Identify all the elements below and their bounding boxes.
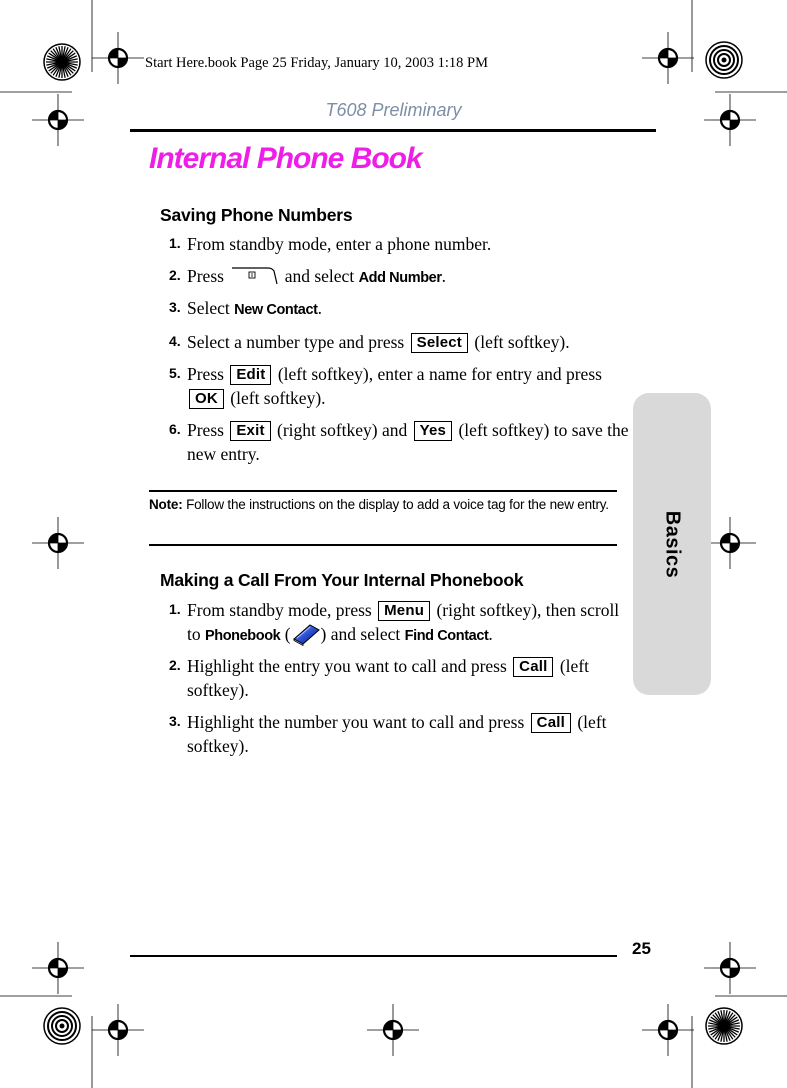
menu-option: Find Contact	[404, 628, 489, 644]
saving-step-4	[169, 330, 629, 354]
step-text: (right softkey) and	[277, 420, 408, 440]
softkey-call: Call	[513, 657, 553, 677]
step-text: (left softkey).	[230, 388, 326, 408]
saving-step-6	[169, 418, 629, 466]
step-text: From standby mode, enter a phone number.	[187, 234, 492, 254]
step-number: 3.	[169, 713, 181, 729]
menu-option: Add Number	[358, 270, 442, 286]
step-text: Select	[187, 298, 230, 318]
step-text: and select	[284, 266, 355, 286]
step-number: 6.	[169, 421, 181, 437]
step-number: 5.	[169, 365, 181, 381]
softkey-menu: Menu	[378, 601, 430, 621]
step-text: (left softkey).	[187, 656, 590, 700]
saving-step-2	[169, 264, 629, 290]
note-rule-top	[149, 490, 617, 492]
step-text: (	[284, 624, 291, 644]
preliminary-label: T608 Preliminary	[325, 100, 462, 120]
calling-step-2	[169, 654, 629, 702]
footer-rule	[130, 955, 617, 957]
softkey-call: Call	[531, 713, 571, 733]
note-text: Follow the instructions on the display to add a voice tag for the new entry.	[186, 497, 609, 512]
section-heading-saving: Saving Phone Numbers	[160, 205, 353, 225]
saving-step-1	[169, 232, 629, 256]
step-number: 3.	[169, 299, 181, 315]
softkey-select: Select	[411, 333, 468, 353]
step-text: (left softkey) to save the new entry.	[187, 420, 629, 464]
step-text: (left softkey).	[187, 712, 607, 756]
step-text: Press	[187, 364, 224, 384]
page-number: 25	[632, 939, 651, 958]
note-rule-bottom	[149, 544, 617, 546]
step-text: (left softkey), enter a name for entry and press	[277, 364, 602, 384]
step-text: Press	[187, 420, 224, 440]
print-header: Start Here.book Page 25 Friday, January 10, 2003 1:18 PM	[145, 55, 488, 71]
step-text: .	[317, 298, 322, 318]
step-number: 1.	[169, 601, 181, 617]
page-title: Internal Phone Book	[149, 142, 422, 175]
step-text: .	[441, 266, 446, 286]
step-text: (right softkey), then scroll to	[187, 600, 620, 644]
softkey-exit: Exit	[230, 421, 270, 441]
step-text: Press	[187, 266, 224, 286]
step-number: 1.	[169, 235, 181, 251]
saving-step-3	[169, 296, 629, 322]
note	[149, 497, 627, 512]
step-text: Select a number type and press	[187, 332, 405, 352]
note-label: Note:	[149, 497, 183, 512]
section-heading-calling: Making a Call From Your Internal Phonebook	[160, 570, 524, 590]
softkey-yes: Yes	[414, 421, 452, 441]
menu-option: New Contact	[234, 302, 318, 318]
calling-step-3	[169, 710, 629, 758]
step-number: 2.	[169, 267, 181, 283]
step-text: (left softkey).	[474, 332, 570, 352]
menu-option: Phonebook	[205, 628, 281, 644]
softkey-ok: OK	[189, 389, 224, 409]
side-tab-label: Basics	[661, 510, 684, 578]
phonebook-icon	[291, 622, 321, 646]
step-text: Highlight the number you want to call and press	[187, 712, 525, 732]
saving-step-5	[169, 362, 629, 410]
step-text: Highlight the entry you want to call and press	[187, 656, 507, 676]
header-rule	[130, 129, 656, 132]
step-text: From standby mode, press	[187, 600, 372, 620]
softkey-edit: Edit	[230, 365, 271, 385]
step-text: .	[488, 624, 493, 644]
side-tab-label-wrap	[633, 393, 711, 695]
step-number: 4.	[169, 333, 181, 349]
step-number: 2.	[169, 657, 181, 673]
menu-key-icon	[230, 265, 278, 285]
step-text: ) and select	[320, 624, 401, 644]
calling-step-1	[169, 598, 629, 648]
